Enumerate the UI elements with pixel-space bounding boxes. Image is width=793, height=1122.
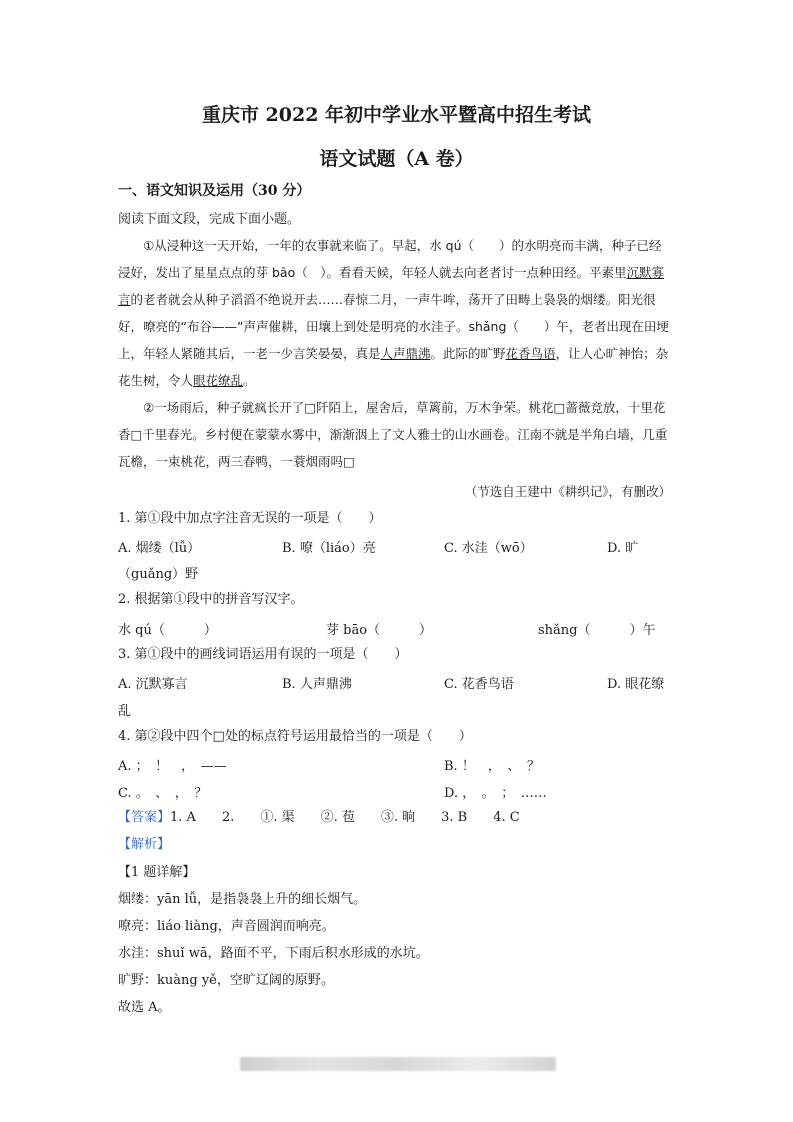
question-3: 3. 第①段中的画线词语运用有误的一项是（ ） bbox=[118, 647, 408, 662]
answer-text: 1. A 2. ①. 渠 ②. 苞 ③. 晌 3. B 4. C bbox=[170, 810, 520, 825]
q2-blank-3: shǎng（ ）午 bbox=[538, 623, 656, 638]
detail-label: 【1 题详解】 bbox=[118, 865, 196, 880]
underlined-phrase: 花香鸟语 bbox=[505, 346, 556, 361]
instruction-text: 阅读下面文段，完成下面小题。 bbox=[118, 212, 301, 227]
q2-blank-2: 芽 bāo（ ） bbox=[326, 623, 433, 638]
passage-paragraph-1 bbox=[118, 232, 674, 394]
conclusion: 故选 A。 bbox=[118, 1000, 171, 1015]
passage-source: （节选自王建中《耕织记》，有删改） bbox=[464, 484, 671, 499]
passage-text: ①从浸种这一天开始，一年的农事就来临了。早起，水 qú（ ）的水明亮而丰满，种子已经浸好，发出了星星点点的芽 bāo（ ）。看看天候，年轻人就去向老者讨一点种田经。平素里 bbox=[118, 238, 662, 280]
explanation-1: 烟缕：yān lǚ，是指袅袅上升的细长烟气。 bbox=[118, 892, 367, 907]
question-4: 4. 第②段中四个□处的标点符号运用最恰当的一项是（ ） bbox=[118, 729, 472, 744]
q1-option-c: C. 水洼（wō） bbox=[444, 541, 533, 556]
q1-option-d: D. 旷 bbox=[607, 541, 639, 556]
answer-line bbox=[118, 809, 520, 827]
q3-option-c: C. 花香鸟语 bbox=[444, 677, 514, 692]
q3-option-a: A. 沉默寡言 bbox=[118, 677, 188, 692]
q3-option-b: B. 人声鼎沸 bbox=[282, 677, 352, 692]
question-1: 1. 第①段中加点字注音无误的一项是（ ） bbox=[118, 511, 382, 526]
analysis-label: 【解析】 bbox=[118, 837, 171, 852]
q1-option-b: B. 嘹（liáo）亮 bbox=[282, 541, 376, 556]
passage-text: 的老者就会从种子滔滔不绝说开去……春惊二月，一声牛哞，荡开了田畴上袅袅的烟缕。阳光很好，嘹亮的“布谷——”声声催耕，田壤上到处是明亮的水洼子。shǎng（ ）午，老者出现在田埂上，年轻人紧随其后，一老一少言笑晏晏，真是 bbox=[118, 292, 669, 361]
q1-option-a: A. 烟缕（lǚ） bbox=[118, 541, 201, 556]
q4-option-a: A. ； ！ ， —— bbox=[118, 759, 227, 774]
explanation-4: 旷野：kuàng yě，空旷辽阔的原野。 bbox=[118, 973, 334, 988]
passage-text: ，让人心旷神怡；杂花生树，令人 bbox=[118, 346, 669, 388]
passage-text: 。 bbox=[243, 373, 256, 388]
q3-option-d-cont: 乱 bbox=[118, 704, 132, 719]
exam-title: 重庆市 2022 年初中学业水平暨高中招生考试 bbox=[201, 104, 592, 126]
explanation-2: 嘹亮：liáo liàng，声音圆润而响亮。 bbox=[118, 919, 335, 934]
exam-subtitle: 语文试题（A 卷） bbox=[319, 148, 474, 170]
q4-option-d: D. ， 。 ； …… bbox=[444, 786, 547, 801]
question-2: 2. 根据第①段中的拼音写汉字。 bbox=[118, 592, 304, 607]
q1-option-d-cont: （guǎng）野 bbox=[118, 567, 199, 582]
explanation-3: 水洼：shuǐ wā，路面不平，下雨后积水形成的水坑。 bbox=[118, 946, 429, 961]
answer-label: 【答案】 bbox=[118, 810, 171, 825]
underlined-phrase: 人声鼎沸 bbox=[380, 346, 431, 361]
underlined-phrase: 沉默寡言 bbox=[118, 265, 664, 307]
q4-option-c: C. 。 、 ， ？ bbox=[118, 786, 208, 801]
blurred-footer-watermark bbox=[240, 1057, 556, 1071]
q3-option-d: D. 眼花缭 bbox=[607, 677, 665, 692]
q4-option-b: B. ！ ， 、 ？ bbox=[444, 759, 540, 774]
underlined-phrase: 眼花缭乱 bbox=[193, 373, 244, 388]
passage-text: ②一场雨后，种子就疯长开了□阡陌上，屋舍后，草篱前，万木争荣。桃花□蔷薇竞放，十里花香□千里春光。乡村便在蒙蒙水雾中，渐渐洇上了文人雅士的山水画卷。江南不就是半角白墙，几重瓦檐，一束桃花，两三春鸭，一蓑烟雨吗□ bbox=[118, 400, 668, 469]
section-heading: 一、语文知识及运用（30 分） bbox=[118, 183, 311, 199]
q2-blank-1: 水 qú（ ） bbox=[118, 623, 217, 638]
passage-paragraph-2 bbox=[118, 394, 674, 475]
passage-text: 。此际的旷野 bbox=[430, 346, 506, 361]
